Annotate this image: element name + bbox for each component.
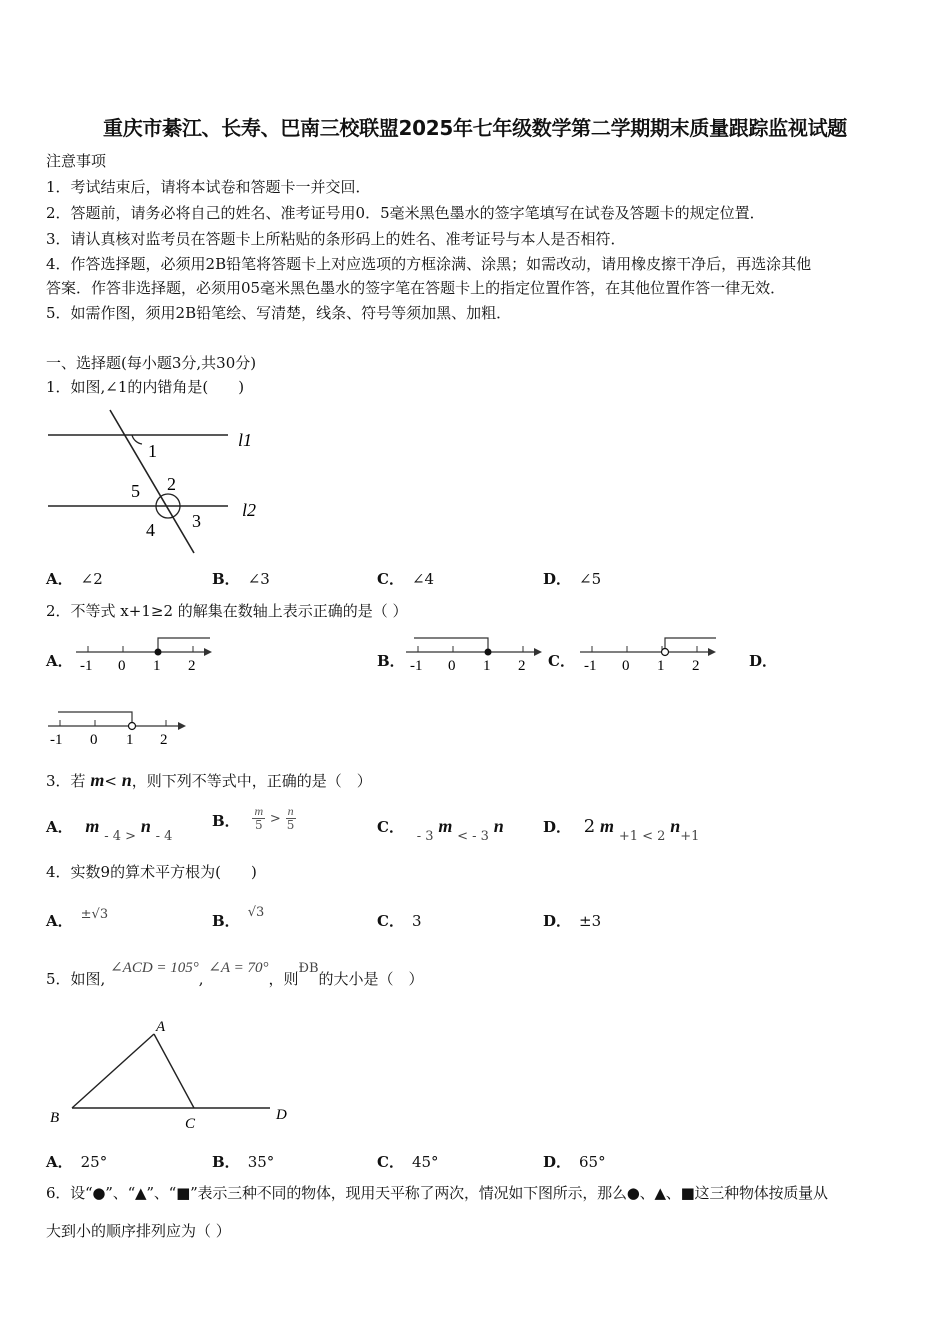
- q1-parallel-lines-figure: [44, 408, 274, 558]
- notice-item: 1．考试结束后，请将本试卷和答题卡一并交回．: [46, 178, 371, 196]
- q2-option-c-letter: C．: [548, 652, 575, 670]
- q2-number-line-a: [72, 633, 222, 677]
- q1-option-d: D． ∠5: [543, 570, 602, 588]
- q2-option-a-letter: A．: [46, 652, 73, 670]
- q4-option-b: B． √3: [212, 905, 265, 930]
- notice-item: 答案．作答非选择题，必须用05毫米黑色墨水的签字笔在答题卡上的指定位置作答，在其他位置作答一律无效．: [46, 279, 786, 297]
- q1-label-1: 1: [148, 441, 157, 461]
- q3-option-b: B． $\frac{m}{5}$ > $\frac{n}{5}$: [212, 804, 295, 832]
- q3-option-d: D． 2 m +1 < 2 n+1: [543, 816, 700, 844]
- q5-option-c: C． 45°: [377, 1153, 439, 1171]
- q4-option-a: A． ±√3: [46, 907, 109, 930]
- q4-option-d: D． ±3: [543, 912, 602, 930]
- q2-number-line-c: [576, 633, 726, 677]
- question-3-stem: 3．若 m< n，则下列不等式中，正确的是（ ）: [46, 770, 372, 790]
- q5-label-d: D: [276, 1107, 287, 1123]
- svg-text:2: 2: [692, 658, 700, 674]
- q5-option-d: D． 65°: [543, 1153, 606, 1171]
- notice-item: 4．作答选择题，必须用2B铅笔将答题卡上对应选项的方框涂满、涂黑；如需改动，请用橡皮擦干净后，再选涂其他: [46, 255, 812, 273]
- svg-text:1: 1: [657, 658, 665, 674]
- svg-text:1: 1: [153, 658, 161, 674]
- q2-number-line-d: [46, 707, 196, 751]
- q2-option-d-letter: D．: [749, 652, 778, 670]
- q1-option-a: A． ∠2: [46, 570, 103, 588]
- q1-label-l1: l1: [238, 430, 253, 450]
- svg-text:-1: -1: [584, 658, 597, 674]
- svg-text:2: 2: [188, 658, 196, 674]
- svg-text:0: 0: [448, 658, 456, 674]
- q1-option-c: C． ∠4: [377, 570, 435, 588]
- q4-option-c: C． 3: [377, 912, 422, 930]
- question-2-stem: 2．不等式 x+1≥2 的解集在数轴上表示正确的是（ ）: [46, 602, 408, 620]
- q1-label-4: 4: [146, 520, 155, 540]
- q2-option-b-letter: B．: [377, 652, 405, 670]
- q3-option-a: A． m - 4 > n - 4: [46, 816, 173, 844]
- q1-label-3: 3: [192, 511, 201, 531]
- svg-text:2: 2: [518, 658, 526, 674]
- svg-text:0: 0: [90, 732, 98, 748]
- page-title: 重庆市綦江、长寿、巴南三校联盟2025年七年级数学第二学期期末质量跟踪监视试题: [103, 116, 847, 140]
- svg-text:-1: -1: [410, 658, 423, 674]
- q5-label-b: B: [50, 1110, 60, 1126]
- q2-number-line-b: [402, 633, 550, 677]
- q5-option-b: B． 35°: [212, 1153, 275, 1171]
- q1-label-l2: l2: [242, 500, 257, 520]
- notice-item: 2．答题前，请务必将自己的姓名、准考证号用0．5毫米黑色墨水的签字笔填写在试卷及答题卡的规定位置．: [46, 204, 765, 222]
- svg-text:0: 0: [622, 658, 630, 674]
- q1-label-5: 5: [131, 481, 140, 501]
- notice-heading: 注意事项: [46, 152, 107, 170]
- q5-option-a: A． 25°: [46, 1153, 108, 1171]
- svg-text:2: 2: [160, 732, 168, 748]
- question-6-stem-line1: 6．设“●”、“▲”、“■”表示三种不同的物体，现用天平称了两次，情况如下图所示，那么●、▲、■这三种物体按质量从: [46, 1184, 828, 1202]
- q5-label-c: C: [185, 1116, 196, 1132]
- svg-text:1: 1: [483, 658, 491, 674]
- svg-text:-1: -1: [80, 658, 93, 674]
- svg-text:1: 1: [126, 732, 134, 748]
- svg-text:0: 0: [118, 658, 126, 674]
- q1-label-2: 2: [167, 474, 176, 494]
- section-heading: 一、选择题(每小题3分,共30分): [46, 354, 257, 372]
- notice-item: 3．请认真核对监考员在答题卡上所粘贴的条形码上的姓名、准考证号与本人是否相符．: [46, 230, 626, 248]
- question-6-stem-line2: 大到小的顺序排列应为（ ）: [46, 1222, 231, 1240]
- q3-option-c: C． - 3 m < - 3 n: [377, 816, 504, 844]
- notice-item: 5．如需作图，须用2B铅笔绘、写清楚，线条、符号等须加黑、加粗．: [46, 304, 512, 322]
- q1-option-b: B． ∠3: [212, 570, 270, 588]
- question-4-stem: 4．实数9的算术平方根为( ): [46, 863, 257, 881]
- question-1-stem: 1．如图,∠1的内错角是( ): [46, 378, 245, 396]
- q5-triangle-figure: [44, 1014, 296, 1136]
- q5-label-a: A: [156, 1019, 166, 1035]
- svg-text:-1: -1: [50, 732, 63, 748]
- question-5-stem: 5．如图, ∠ACD = 105°, ∠A = 70°，则ÐB的大小是（ ）: [46, 960, 424, 988]
